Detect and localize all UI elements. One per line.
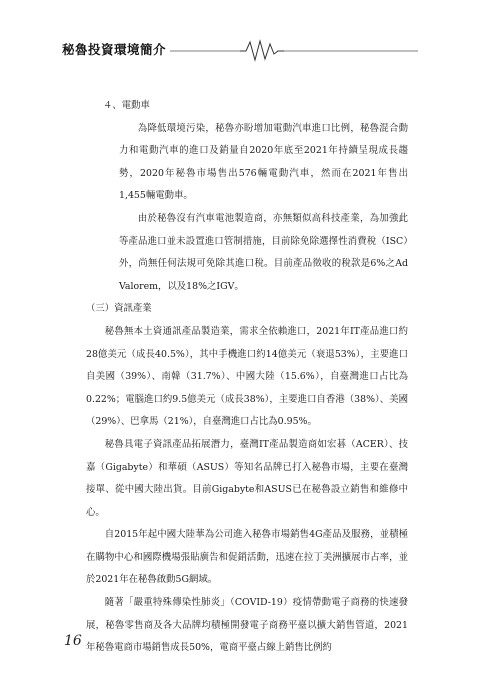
section-3-heading: （三）資訊產業 xyxy=(86,303,152,315)
paragraph: 秘魯無本土資通訊產品製造業，需求全依賴進口，2021年IT產品進口約28億美元（成長40.5%），其中手機進口約14億美元（衰退53%），主要進口自美國（39%）、南韓（31.7%）、中國大陸（15.6%），自臺灣進口占比為0.22%；電腦進口約9.5億美元（成長38%），主要進口自香港（38%）、美國（29%）、巴拿馬（21%），自臺灣進口占比為0.95%。 xyxy=(86,325,408,428)
section-3-body xyxy=(86,321,408,660)
paragraph: 秘魯具電子資訊產品拓展潛力，臺灣IT產品製造商如宏碁（ACER）、技嘉（Gigabyte）和華碩（ASUS）等知名品牌已打入秘魯市場，主要在臺灣接單、從中國大陸出貨。目前Gigabyte和ASUS已在秘魯設立銷售和維修中心。 xyxy=(86,438,408,518)
running-header xyxy=(62,38,422,62)
paragraph: 隨著「嚴重特殊傳染性肺炎」（COVID-19）疫情帶動電子商務的快速發展，秘魯零售商及各大品牌均積極開發電子商務平臺以擴大銷售管道，2021年秘魯電商市場銷售成長50%，電商平臺占線上銷售比例約 xyxy=(86,597,408,654)
paragraph: 由於秘魯沒有汽車電池製造商，亦無類似高科技產業，為加強此等產品進口並未設置進口管制措施，目前除免除選擇性消費稅（ISC）外，尚無任何法規可免除其進口稅。目前產品徵收的稅款是6%之Ad Valorem，以及18%之IGV。 xyxy=(119,212,408,292)
paragraph: 自2015年起中國大陸華為公司進入秘魯市場銷售4G產品及服務，並積極在購物中心和國際機場張貼廣告和促銷活動，迅速在拉丁美洲擴展市占率，並於2021年在秘魯啟動5G網域。 xyxy=(86,529,408,586)
page-body xyxy=(86,95,408,660)
section-4-body xyxy=(86,118,408,299)
page-number: 16 xyxy=(64,633,82,649)
section-4-heading: ４、電動車 xyxy=(103,100,150,111)
paragraph: 為降低環境污染，秘魯亦盼增加電動汽車進口比例，秘魯混合動力和電動汽車的進口及銷量自2020年底至2021年持續呈現成長趨勢，2020年秘魯市場售出576輛電動汽車，然而在2021年售出1,455輛電動車。 xyxy=(119,122,408,202)
header-title: 秘魯投資環境簡介 xyxy=(62,42,167,57)
